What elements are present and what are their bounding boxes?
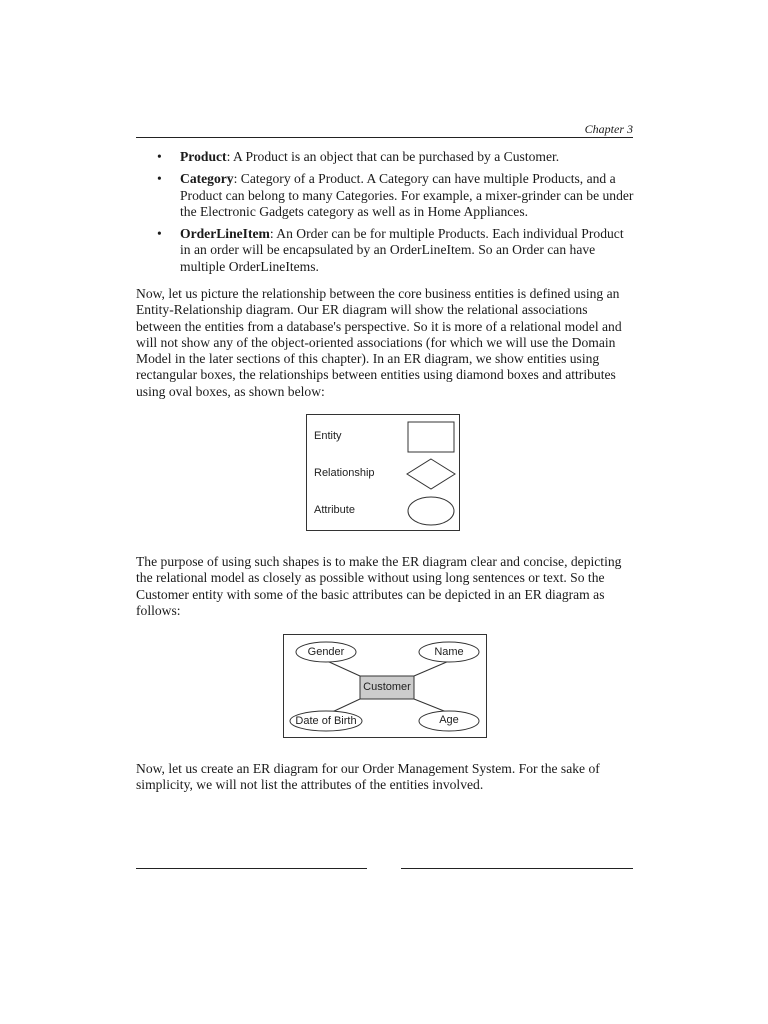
name-attribute-label: Name <box>434 646 464 658</box>
definition-item-category <box>136 171 636 220</box>
definition-item-product <box>136 149 636 165</box>
dob-attribute-label: Date of Birth <box>295 715 357 727</box>
legend-attribute-label: Attribute <box>314 504 355 516</box>
paragraph-er-intro: Now, let us picture the relationship between the core business entities is defined using an Entity-Relationship diagram. Our ER diagram will show the relational associations between the entities from a database's perspective. So it is more of a relational model and will not show any of the object-oriented associations (for which we will use the Domain Model in the later sections of this chapter). In an ER diagram, we show entities using rectangular boxes, the relationships between entities using diamond boxes and attributes using oval boxes, as shown below: <box>136 286 622 399</box>
chapter-header: Chapter 3 <box>584 122 633 136</box>
definition-text: : A Product is an object that can be purchased by a Customer. <box>226 149 560 164</box>
relationship-shape <box>407 459 455 489</box>
legend-entity-label: Entity <box>314 430 342 442</box>
customer-entity-label: Customer <box>363 681 411 693</box>
bullet-icon: • <box>157 171 162 187</box>
age-attribute-label: Age <box>439 714 459 726</box>
definition-term: OrderLineItem <box>180 226 270 242</box>
paragraph-shapes-purpose: The purpose of using such shapes is to make the ER diagram clear and concise, depicting the relational model as closely as possible without using long sentences or text. So the Customer entity with some of the basic attributes can be depicted in an ER diagram as follows: <box>136 554 622 618</box>
connector-gender <box>327 661 360 676</box>
footer-rule-left <box>136 868 367 869</box>
definition-text: : Category of a Product. A Category can have multiple Products, and a Product can belong to many Categories. For example, a mixer-grinder can be under the Electronic Gadgets category as well as in Home Appliances. <box>180 171 634 219</box>
connector-name <box>414 661 449 676</box>
legend-relationship-label: Relationship <box>314 467 375 479</box>
definition-item-orderlineitem <box>136 226 636 275</box>
definition-text: : An Order can be for multiple Products. Each individual Product in an order will be encapsulated by an OrderLineItem. So an Order can have multiple OrderLineItems. <box>180 226 624 274</box>
shape-legend <box>306 414 460 531</box>
customer-er-diagram <box>283 634 487 738</box>
definition-term: Category <box>180 171 234 187</box>
footer-rule-right <box>401 868 633 869</box>
paragraph-order-system: Now, let us create an ER diagram for our Order Management System. For the sake of simplicity, we will not list the attributes of the entities involved. <box>136 761 600 793</box>
header-rule <box>136 137 633 138</box>
definition-list <box>136 149 636 281</box>
entity-shape <box>408 422 454 452</box>
attribute-shape <box>408 497 454 525</box>
bullet-icon: • <box>157 226 162 242</box>
gender-attribute-label: Gender <box>307 646 345 658</box>
definition-term: Product <box>180 149 227 164</box>
bullet-icon: • <box>157 149 162 164</box>
